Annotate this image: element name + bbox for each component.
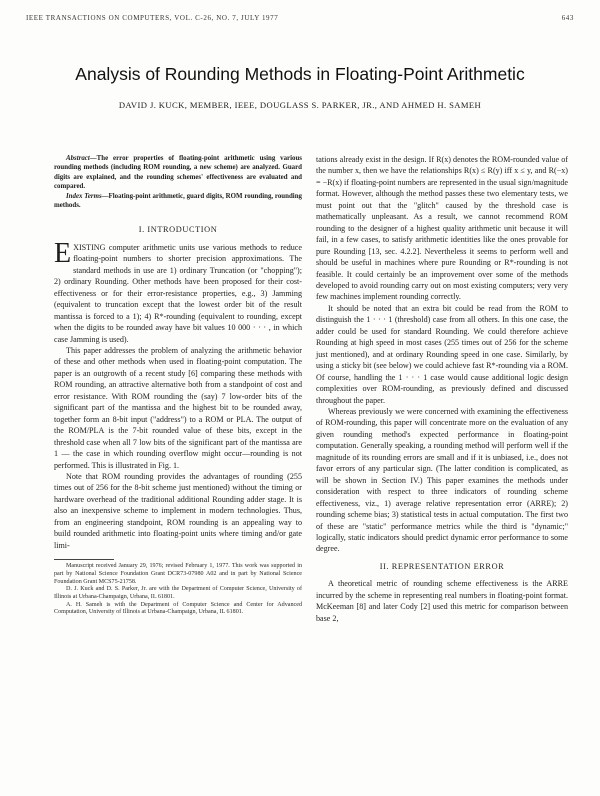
section-heading-introduction: I. INTRODUCTION — [138, 225, 218, 235]
right-paragraph-4: A theoretical metric of rounding scheme effectiveness is the ARRE incurred by the scheme in representing real numbers in floating-point format. McKeeman [8] and later Cody [2] used this metric for comparison between base 2, — [316, 579, 568, 623]
index-terms — [54, 192, 302, 211]
right-paragraph-1: tations already exist in the design. If R(x) denotes the ROM-rounded value of the number x, then we have the relationships R(x) ≤ R(y) iff x ≤ y, and R(−x) = −R(x) if floating-point numbers are represented in the usual sign/magnitude format. However, although the method passes these two elementary tests, we must point out that the "glitch" caused by the threshold case is mathematically unpleasant. As a result, we cannot recommend ROM rounding to the designer of a highest quality arithmetic unit because it will fail, in a few cases, to satisfy arithmetic identities like the ones provable for pure Rounding [13, sec. 4.2.2]. Nevertheless it seems to perform well and should be useful in machines where pure Rounding or R*-rounding is not feasible. It could certainly be an improvement over some of the methods developed to avoid rounding carry out on most existing computers; very very few machines implement rounding correctly. — [316, 155, 568, 302]
abstract-label: Abstract — [66, 155, 90, 162]
running-head — [26, 14, 574, 26]
footnote-rule — [54, 559, 114, 560]
intro-paragraph-3: Note that ROM rounding provides the advantages of rounding (255 times out of 256 for the 8-bit scheme just mentioned) without the timing or hardware overhead of the traditional additional Rounding adder stage. It is also an inexpensive scheme to implement in modern technologies. Thus, from an engineering standpoint, ROM rounding is an appealing way to build rounded arithmetic into floating-point units where timing and/or gate limi- — [54, 471, 302, 550]
intro-paragraph-2: This paper addresses the problem of analyzing the arithmetic behavior of these and other methods when used in floating-point computation. The paper is an outgrowth of a recent study [6] comparing these methods with ROM rounding, an attractive alternative both from a standpoint of cost and error resistance. With ROM rounding the (say) 7 low-order bits of the significant part of the mantissa and the highest bit to be rounded away, together form an 8-bit input ("address") to a ROM or PLA. The output of the ROM/PLA is the 7-bit rounded value of these bits, except in the threshold case when all 7 low bits of the significant part of the mantissa are 1 — the case in which rounding overflow might occur—rounding is not performed. This is illustrated in Fig. 1. — [54, 345, 302, 470]
paper-title: Analysis of Rounding Methods in Floating-Point Arithmetic — [75, 64, 525, 84]
right-paragraph-2: It should be noted that an extra bit could be read from the ROM to distinguish the 1 · · · 1 (threshold) case from all others. In this one case, the adder could be used for standard Rounding. We could therefore achieve Rounding at high speed in most cases (255 times out of 256 for the scheme just mentioned), and at ordinary Rounding speed in one case. Similarly, by using a sticky bit (see below) we could achieve fast R*-rounding via a ROM. Of course, handling the 1 · · · 1 case would cause additional logic design complexities over ROM-rounding, as previously defined and discussed throughout the paper. — [316, 303, 568, 405]
abstract — [54, 154, 302, 192]
footnote-manuscript: Manuscript received January 29, 1976; revised February 1, 1977. This work was supported in part by National Science Foundation Grant DCR73-07980 A02 and in part by National Science Foundation Grant MCS75-21758. — [54, 563, 302, 585]
page-number: 643 — [561, 14, 574, 22]
index-terms-text: —Floating-point arithmetic, guard digits, ROM rounding, rounding methods. — [54, 192, 302, 210]
journal-citation: IEEE TRANSACTIONS ON COMPUTERS, VOL. C-26, NO. 7, JULY 1977 — [26, 14, 279, 22]
footnote-affiliation-1: D. J. Kuck and D. S. Parker, Jr. are with the Department of Computer Science, University of Illinois at Urbana-Champaign, Urbana, IL 61801. — [54, 586, 302, 600]
author-line: DAVID J. KUCK, MEMBER, IEEE, DOUGLASS S. PARKER, JR., AND AHMED H. SAMEH — [118, 100, 482, 110]
drop-cap: E — [54, 237, 72, 269]
right-paragraph-3: Whereas previously we were concerned with examining the effectiveness of ROM-rounding, this paper will concentrate more on the evaluation of any given rounding method's expected performance in floating-point computation. Generally speaking, a rounding method will perform well if the magnitude of its rounding errors are small and if it is unbiased, i.e., does not favor errors of any particular sign. (The latter condition is complicated, as will be shown in Section IV.) This paper examines the methods under consideration with respect to three indicators of rounding scheme effectiveness, viz., 1) average relative representation error (ARRE); 2) rounding scheme bias; 3) statistical tests in actual computation. The first two of these are "static" performance metrics while the third is "dynamic;" logically, static indicators should predict dynamic error performance to some degree. — [316, 406, 568, 554]
index-terms-label: Index Terms — [66, 192, 102, 200]
right-column — [316, 154, 568, 624]
abstract-text: —The error properties of floating-point arithmetic using various rounding methods (including ROM rounding, a new scheme) are analyzed. Guard digits are explained, and the rounding schemes' effectiveness are evaluated and compared. — [54, 155, 302, 191]
intro-paragraph-1 — [54, 237, 302, 345]
footnote-affiliation-2: A. H. Sameh is with the Department of Computer Science and Center for Advanced Computation, University of Illinois at Urbana-Champaign, Urbana, IL 61801. — [54, 601, 302, 616]
intro-paragraph-1-text: XISTING computer arithmetic units use various methods to reduce floating-point numbers to shorter precision approximations. The standard methods in use are 1) ordinary Truncation (or "chopping"); 2) ordinary Rounding. Other methods have been proposed for their cost-effectiveness or for their error-resistance properties, e.g., 3) Jamming (equivalent to truncation except that the lowest order bit of the result mantissa is forced to a 1); 4) R*-rounding (equivalent to rounding, except when the digits to be rounded away have bit values 10 000 · · · , in which case Jamming is used). — [54, 242, 302, 344]
left-column — [54, 154, 302, 617]
section-heading-representation-error: II. REPRESENTATION ERROR — [379, 561, 505, 571]
